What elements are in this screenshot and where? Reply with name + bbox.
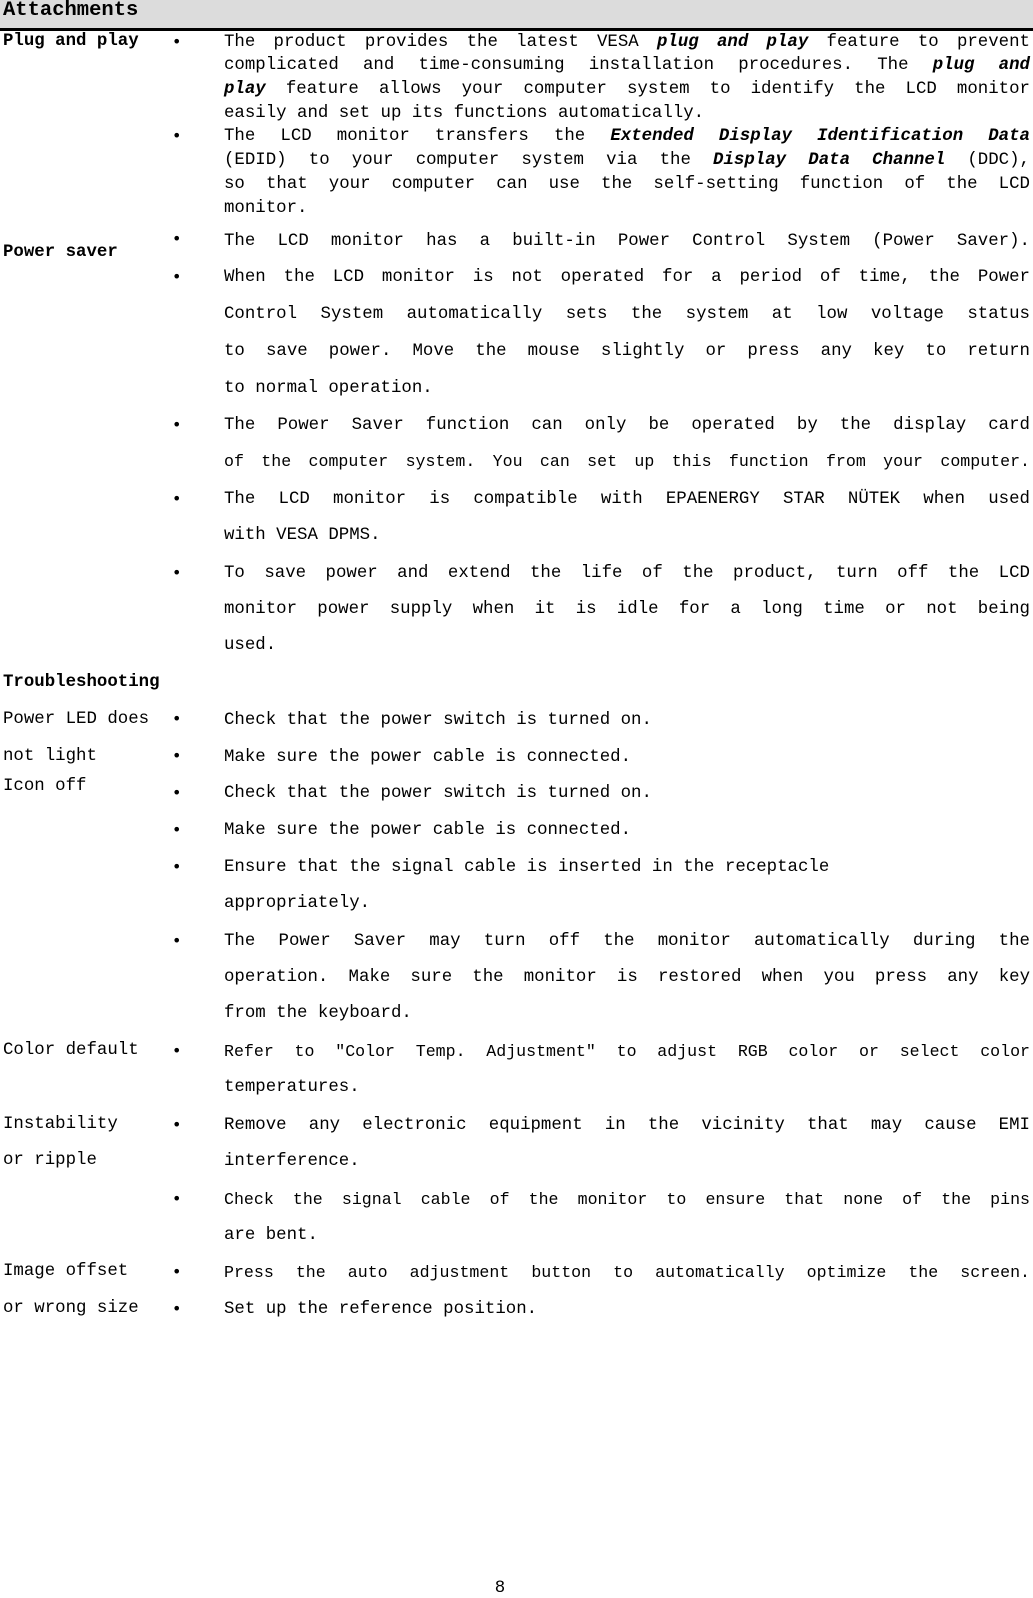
image-offset-label-line2: or wrong size [3,1299,139,1318]
plug-play-b1-line2: complicated and time-consuming installation procedures. The plug and [224,56,1030,75]
plug-play-b2-line4: monitor. [224,199,308,218]
image-offset-label-line1: Image offset [3,1262,129,1281]
troubleshooting-heading: Troubleshooting [3,673,160,692]
power-saver-b3-line1: The Power Saver function can only be operated by the display card [224,416,1030,435]
power-saver-b2-line1: When the LCD monitor is not operated for a period of time, the Power [224,268,1030,287]
plug-play-b2-line1: The LCD monitor transfers the Extended Display Identification Data [224,127,1030,146]
power-led-b2: Make sure the power cable is connected. [224,748,632,767]
section-title: Attachments [3,0,139,22]
icon-off-b4-line1: The Power Saver may turn off the monitor automatically during the [224,932,1030,951]
plug-and-play-label: Plug and play [3,32,139,51]
section-header [0,0,1033,31]
bullet-icon: • [172,709,182,728]
icon-off-b2: Make sure the power cable is connected. [224,821,632,840]
bullet-icon: • [172,267,182,286]
bullet-icon: • [172,1115,182,1134]
instability-label-line1: Instability [3,1115,118,1134]
plug-play-b2-line2: (EDID) to your computer system via the Display Data Channel (DDC), [224,151,1030,170]
instability-b1-line1: Remove any electronic equipment in the vicinity that may cause EMI [224,1116,1030,1135]
power-saver-label: Power saver [3,243,118,262]
image-offset-b2: Set up the reference position. [224,1300,538,1319]
bullet-icon: • [172,126,182,145]
color-default-b1-line2: temperatures. [224,1078,360,1097]
bullet-icon: • [172,563,182,582]
bullet-icon: • [172,415,182,434]
bullet-icon: • [172,1041,182,1060]
image-offset-b1: Press the auto adjustment button to automatically optimize the screen. [224,1263,1030,1282]
power-saver-b2-line3: to save power. Move the mouse slightly or press any key to return [224,342,1030,361]
icon-off-b1: Check that the power switch is turned on. [224,784,652,803]
bullet-icon: • [172,931,182,950]
power-saver-b2-line2: Control System automatically sets the system at low voltage status [224,305,1030,324]
plug-play-b2-line3: so that your computer can use the self-setting function of the LCD [224,175,1030,194]
plug-play-b1-line4: easily and set up its functions automatically. [224,104,705,123]
instability-label-line2: or ripple [3,1151,97,1170]
icon-off-b4-line2: operation. Make sure the monitor is restored when you press any key [224,968,1030,987]
bullet-icon: • [172,1189,182,1208]
power-saver-b2-line4: to normal operation. [224,379,433,398]
power-led-label-line2: not light [3,747,97,766]
power-led-label-line1: Power LED does [3,710,150,729]
power-saver-b3-line2: of the computer system. You can set up this function from your computer. [224,452,1030,471]
bullet-icon: • [172,229,182,248]
bullet-icon: • [172,820,182,839]
icon-off-b4-line3: from the keyboard. [224,1004,412,1023]
bullet-icon: • [172,1262,182,1281]
page-number: 8 [494,1579,506,1598]
instability-b1-line2: interference. [224,1152,360,1171]
power-saver-b5-line1: To save power and extend the life of the product, turn off the LCD [224,564,1030,583]
power-saver-b5-line3: used. [224,636,277,655]
bullet-icon: • [172,783,182,802]
bullet-icon: • [172,857,182,876]
color-default-b1-line1: Refer to "Color Temp. Adjustment" to adjust RGB color or select color [224,1042,1030,1061]
bullet-icon: • [172,32,182,51]
power-saver-b1: The LCD monitor has a built-in Power Control System (Power Saver). [224,232,1030,251]
plug-play-b1-line1: The product provides the latest VESA plug and play feature to prevent [224,33,1030,52]
power-saver-b4-line2: with VESA DPMS. [224,526,381,545]
icon-off-label: Icon off [3,777,87,796]
power-saver-b4-line1: The LCD monitor is compatible with EPAENERGY STAR NÜTEK when used [224,490,1030,509]
instability-b2-line2: are bent. [224,1226,318,1245]
power-saver-b5-line2: monitor power supply when it is idle for a long time or not being [224,600,1030,619]
plug-play-b1-line3: play feature allows your computer system to identify the LCD monitor [224,80,1030,99]
bullet-icon: • [172,1299,182,1318]
icon-off-b3-line1: Ensure that the signal cable is inserted in the receptacle [224,858,830,877]
instability-b2-line1: Check the signal cable of the monitor to ensure that none of the pins [224,1190,1030,1209]
power-led-b1: Check that the power switch is turned on. [224,711,652,730]
bullet-icon: • [172,489,182,508]
icon-off-b3-line2: appropriately. [224,894,371,913]
bullet-icon: • [172,746,182,765]
color-default-label: Color default [3,1041,139,1060]
